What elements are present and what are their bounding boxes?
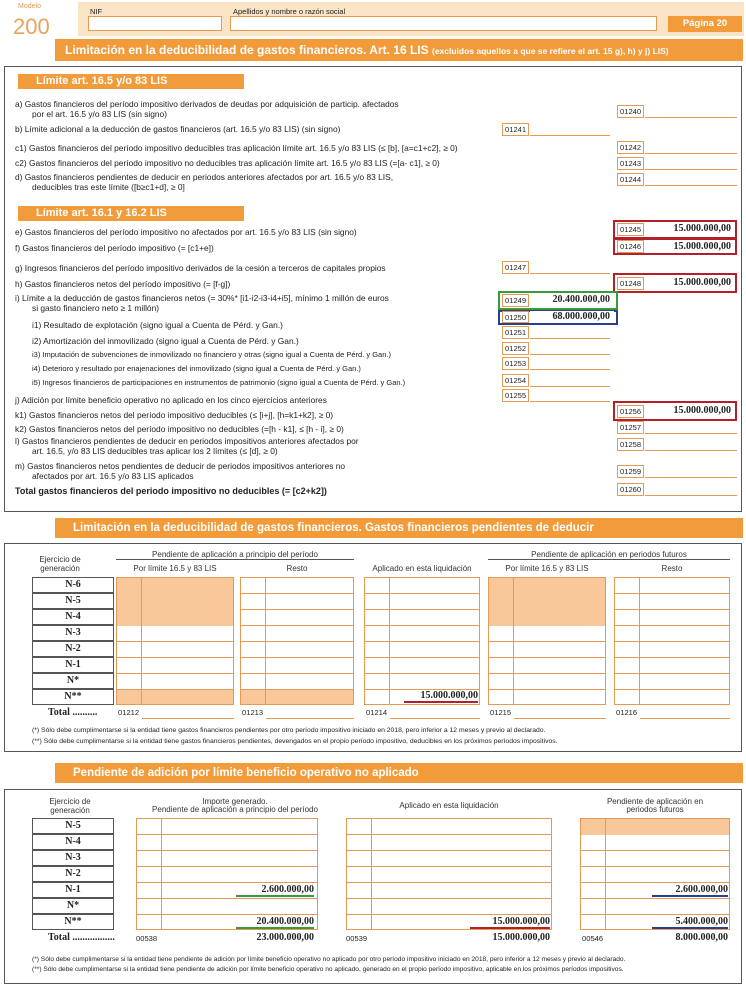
table2-n1-col3: 2.600.000,00 bbox=[652, 884, 728, 897]
code-00539: 00539 bbox=[346, 934, 368, 943]
table2-note2: (**) Sólo debe cumplimentarse si la entidad tiene pendiente de adición por límite beneficio operativo no aplicado, generado en el propio período impositivo, aplicable en los próximos períodos impositivos. bbox=[32, 966, 624, 973]
code-01241: 01241 bbox=[502, 123, 529, 136]
table2-col1-header-a: Importe generado. bbox=[202, 797, 268, 806]
table2-col3-code-strip bbox=[580, 818, 606, 930]
value-01246[interactable]: 15.000.000,00 bbox=[645, 240, 735, 253]
table1-row-n3: N-3 bbox=[32, 625, 114, 641]
value-01244[interactable] bbox=[645, 173, 737, 186]
table2-col1-header-b: Pendiente de aplicación a principio del período bbox=[152, 805, 318, 814]
table2-total-label: Total ................. bbox=[48, 932, 115, 943]
row-i5-label: i5) Ingresos financieros de participaciones en instrumentos de patrimonio (signo igual a Cuenta de Pérd. y Gan.) bbox=[32, 378, 406, 387]
table2-col2-grid[interactable] bbox=[346, 818, 552, 930]
table2-row-n4: N-4 bbox=[32, 834, 114, 850]
table2-total-col1: 23.000.000,00 bbox=[256, 932, 314, 943]
table2-col3-header-a: Pendiente de aplicación en bbox=[606, 797, 704, 806]
name-field[interactable] bbox=[230, 16, 657, 31]
row-i4-label: i4) Deterioro y resultado por enajenaciones del inmovilizado (signo igual a Cuenta de Pérd. y Gan.) bbox=[32, 364, 361, 373]
value-01242[interactable] bbox=[645, 141, 737, 154]
row-c2-label: c2) Gastos financieros del período impositivo no deducibles tras aplicación límite art. 16.5 y/o 83 LIS (=[a- c1], ≥ 0) bbox=[15, 158, 440, 168]
modelo-number: 200 bbox=[13, 14, 50, 39]
table1-total-col4[interactable] bbox=[514, 706, 606, 719]
code-01243: 01243 bbox=[617, 157, 644, 170]
code-01215: 01215 bbox=[490, 708, 512, 717]
table1-sub1-header: Por límite 16.5 y 83 LIS bbox=[133, 564, 217, 573]
value-01241[interactable] bbox=[530, 123, 610, 136]
value-01254[interactable] bbox=[530, 374, 610, 387]
code-01258: 01258 bbox=[617, 438, 644, 451]
table1-total-col3[interactable] bbox=[390, 706, 480, 719]
row-l-label: l) Gastos financieros pendientes de deducir en periodos impositivos anteriores afectados por bbox=[15, 436, 359, 446]
table1-total-label: Total .......... bbox=[48, 707, 98, 718]
code-01250: 01250 bbox=[502, 311, 529, 323]
table2-n1-col1: 2.600.000,00 bbox=[236, 884, 314, 897]
value-01245[interactable]: 15.000.000,00 bbox=[645, 222, 735, 236]
table1-note1: (*) Sólo debe cumplimentarse si la entidad tiene gastos financieros pendientes por otro período impositivo iniciado en 2018, pero inferior a 12 meses y previo al declarado. bbox=[32, 727, 546, 734]
table1-applied-value: 15.000.000,00 bbox=[404, 690, 478, 703]
table2-col2-code-strip bbox=[346, 818, 372, 930]
code-01246: 01246 bbox=[617, 240, 644, 253]
code-01255: 01255 bbox=[502, 389, 529, 402]
modelo-label: Modelo bbox=[18, 3, 41, 10]
row-a-label: a) Gastos financieros del período impositivo derivados de deudas por adquisición de particip. afectados bbox=[15, 99, 399, 109]
table2-row-nstarstar: N** bbox=[32, 914, 114, 930]
table1-row-n5: N-5 bbox=[32, 593, 114, 609]
section1-heading: Límite art. 16.5 y/o 83 LIS bbox=[18, 74, 244, 89]
row-c1-label: c1) Gastos financieros del período impositivo deducibles tras aplicación límite art. 16.5 y/o 83 LIS (≤ [b], [a=c1+c2], ≥ 0) bbox=[15, 143, 458, 153]
table1-row-n4: N-4 bbox=[32, 609, 114, 625]
table1-row-n2: N-2 bbox=[32, 641, 114, 657]
row-total-label: Total gastos financieros del periodo impositivo no deducibles (= [c2+k2]) bbox=[15, 486, 327, 496]
table1-col1-code-strip bbox=[116, 577, 142, 705]
table1-row-n6: N-6 bbox=[32, 577, 114, 593]
section2-heading: Límite art. 16.1 y 16.2 LIS bbox=[18, 206, 244, 221]
table2-row-n5: N-5 bbox=[32, 818, 114, 834]
table1-row-nstarstar: N** bbox=[32, 689, 114, 705]
table1-col-ejercicio: Ejercicio de generación bbox=[39, 555, 81, 573]
table2-col3-header-b: periodos futuros bbox=[626, 805, 684, 814]
table1-total-col2[interactable] bbox=[266, 706, 354, 719]
table1-sub4-header: Resto bbox=[661, 564, 683, 573]
row-h-label: h) Gastos financieros netos del período impositivo (= [f-g]) bbox=[15, 279, 231, 289]
table1-col3-code-strip bbox=[364, 577, 390, 705]
code-01251: 01251 bbox=[502, 326, 529, 339]
value-01258[interactable] bbox=[645, 438, 737, 451]
table2-note1: (*) Sólo debe cumplimentarse si la entidad tiene pendiente de adición por límite beneficio operativo no aplicado por otro período impositivo iniciado en 2018, pero inferior a 12 meses y previo al declarado. bbox=[32, 956, 626, 963]
main-title-bar bbox=[55, 39, 743, 61]
code-01240: 01240 bbox=[617, 105, 644, 118]
code-00546: 00546 bbox=[582, 934, 604, 943]
row-d-label2: deducibles tras este límite ([b≥c1+d], ≥ 0] bbox=[32, 182, 185, 192]
row-a-label2: por el art. 16.5 y/o 83 LIS (sin signo) bbox=[32, 109, 168, 119]
code-01244: 01244 bbox=[617, 173, 644, 186]
table1-row-nstar: N* bbox=[32, 673, 114, 689]
table1-applied-header: Aplicado en esta liquidación bbox=[372, 564, 472, 573]
row-e-label: e) Gastos financieros del período impositivo no afectados por art. 16.5 y/o 83 LIS (sin signo) bbox=[15, 227, 357, 237]
code-01247: 01247 bbox=[502, 261, 529, 274]
table1-group2-header: Pendiente de aplicación en periodos futuros bbox=[488, 550, 730, 560]
row-f-label: f) Gastos financieros del período impositivo (= [c1+e]) bbox=[15, 243, 214, 253]
table1-sub2-header: Resto bbox=[286, 564, 308, 573]
code-01256: 01256 bbox=[617, 405, 644, 418]
code-01260: 01260 bbox=[617, 483, 644, 496]
row-m-label: m) Gastos financieros netos pendientes de deducir de periodos impositivos anteriores no bbox=[15, 461, 346, 471]
table2-row-n2: N-2 bbox=[32, 866, 114, 882]
table2-n2-col3: 5.400.000,00 bbox=[652, 916, 728, 929]
code-01212: 01212 bbox=[118, 708, 140, 717]
value-01249[interactable]: 20.400.000,00 bbox=[530, 293, 614, 307]
value-01252[interactable] bbox=[530, 342, 610, 355]
table2-total-col2: 15.000.000,00 bbox=[492, 932, 550, 943]
nif-field[interactable] bbox=[88, 16, 222, 31]
value-01253[interactable] bbox=[530, 357, 610, 370]
table1-col4-code-strip bbox=[488, 577, 514, 705]
value-01256[interactable]: 15.000.000,00 bbox=[645, 404, 735, 418]
table1-col2-code-strip bbox=[240, 577, 266, 705]
row-j-label: j) Adición por límite beneficio operativo no aplicado en los cinco ejercicios anteriores bbox=[15, 395, 327, 405]
value-01247[interactable] bbox=[530, 261, 610, 274]
table2-n2-col2: 15.000.000,00 bbox=[470, 916, 550, 929]
table2-col2-header: Aplicado en esta liquidación bbox=[399, 801, 499, 810]
page-number: Página 20 bbox=[668, 16, 742, 32]
row-g-label: g) Ingresos financieros del período impositivo derivados de la cesión a terceros de capitales propios bbox=[15, 263, 386, 273]
code-01216: 01216 bbox=[616, 708, 638, 717]
table1-row-n1: N-1 bbox=[32, 657, 114, 673]
value-01259[interactable] bbox=[645, 465, 737, 478]
code-01245: 01245 bbox=[617, 223, 644, 236]
row-i2-label: i2) Amortización del inmovilizado (signo igual a Cuenta de Pérd. y Gan.) bbox=[32, 336, 299, 346]
table2-row-nstar: N* bbox=[32, 898, 114, 914]
code-01214: 01214 bbox=[366, 708, 388, 717]
nif-label: NIF bbox=[90, 7, 103, 16]
table2-title: Pendiente de adición por límite beneficio operativo no aplicado bbox=[73, 767, 419, 779]
code-00538: 00538 bbox=[136, 934, 158, 943]
table2-col1-grid[interactable] bbox=[136, 818, 318, 930]
name-label: Apellidos y nombre o razón social bbox=[233, 7, 346, 16]
row-l-label2: art. 16.5, y/o 83 LIS deducibles tras aplicar los 2 límites (≤ [d], ≥ 0) bbox=[32, 446, 278, 456]
table1-title: Limitación en la deducibilidad de gastos financieros. Gastos financieros pendientes de deducir bbox=[73, 522, 594, 534]
main-title: Limitación en la deducibilidad de gastos financieros. Art. 16 LIS bbox=[65, 43, 429, 57]
value-01255[interactable] bbox=[530, 389, 610, 402]
row-k1-label: k1) Gastos financieros netos del período impositivo deducibles (≤ [i+j], [h=k1+k2], ≥ 0) bbox=[15, 410, 334, 420]
table1-note2: (**) Sólo debe cumplimentarse si la entidad tiene gastos financieros pendientes, devengados en el propio período impositivo, deducibles en los próximos períodos impositivos. bbox=[32, 738, 558, 745]
table2-total-col3: 8.000.000,00 bbox=[675, 932, 728, 943]
table1-total-col1[interactable] bbox=[142, 706, 234, 719]
code-01259: 01259 bbox=[617, 465, 644, 478]
table2-n2-col1: 20.400.000,00 bbox=[236, 916, 314, 929]
table2-row-n1: N-1 bbox=[32, 882, 114, 898]
value-01260[interactable] bbox=[645, 483, 737, 496]
code-01257: 01257 bbox=[617, 421, 644, 434]
value-01251[interactable] bbox=[530, 326, 610, 339]
code-01248: 01248 bbox=[617, 277, 644, 290]
code-01249: 01249 bbox=[502, 294, 529, 307]
code-01253: 01253 bbox=[502, 357, 529, 370]
table2-col1-code-strip bbox=[136, 818, 162, 930]
table2-row-n3: N-3 bbox=[32, 850, 114, 866]
table1-col5-code-strip bbox=[614, 577, 640, 705]
row-m-label2: afectados por art. 16.5 y/o 83 LIS aplicados bbox=[32, 471, 194, 481]
code-01254: 01254 bbox=[502, 374, 529, 387]
row-i3-label: i3) Imputación de subvenciones de inmovilizado no financiero y otras (signo igual a Cuenta de Pérd. y Gan.) bbox=[32, 350, 391, 359]
table1-sub3-header: Por límite 16.5 y 83 LIS bbox=[505, 564, 589, 573]
code-01252: 01252 bbox=[502, 342, 529, 355]
row-b-label: b) Límite adicional a la deducción de gastos financieros (art. 16.5 y/o 83 LIS) (sin signo) bbox=[15, 124, 341, 134]
code-01242: 01242 bbox=[617, 141, 644, 154]
table2-col-ejercicio: Ejercicio de generación bbox=[49, 797, 91, 815]
row-i-label: i) Límite a la deducción de gastos financieros netos (= 30%* [i1-i2-i3-i4+i5], mínimo 1 millón de euros bbox=[15, 293, 389, 303]
value-01240[interactable] bbox=[645, 105, 737, 118]
row-k2-label: k2) Gastos financieros netos del período impositivo no deducibles (=[h - k1], ≤ [h - i], ≥ 0) bbox=[15, 424, 344, 434]
table2-title-bar bbox=[55, 763, 743, 783]
table1-group1-header: Pendiente de aplicación a principio del período bbox=[116, 550, 354, 560]
table1-total-col5[interactable] bbox=[640, 706, 730, 719]
value-01250[interactable]: 68.000.000,00 bbox=[530, 311, 614, 323]
code-01213: 01213 bbox=[242, 708, 264, 717]
value-01243[interactable] bbox=[645, 157, 737, 170]
value-01257[interactable] bbox=[645, 421, 737, 434]
row-i1-label: i1) Resultado de explotación (signo igual a Cuenta de Pérd. y Gan.) bbox=[32, 320, 283, 330]
row-i-label2: si gasto financiero neto ≥ 1 millón) bbox=[32, 303, 160, 313]
row-d-label: d) Gastos financieros pendientes de deducir en periodos anteriores afectados por art. 16.5 y/o 83 LIS, bbox=[15, 172, 394, 182]
main-title-note: (excluidos aquellos a que se refiere el art. 15 g), h) y j) LIS) bbox=[431, 46, 669, 56]
table1-title-bar bbox=[55, 518, 743, 538]
value-01248[interactable]: 15.000.000,00 bbox=[645, 276, 735, 290]
